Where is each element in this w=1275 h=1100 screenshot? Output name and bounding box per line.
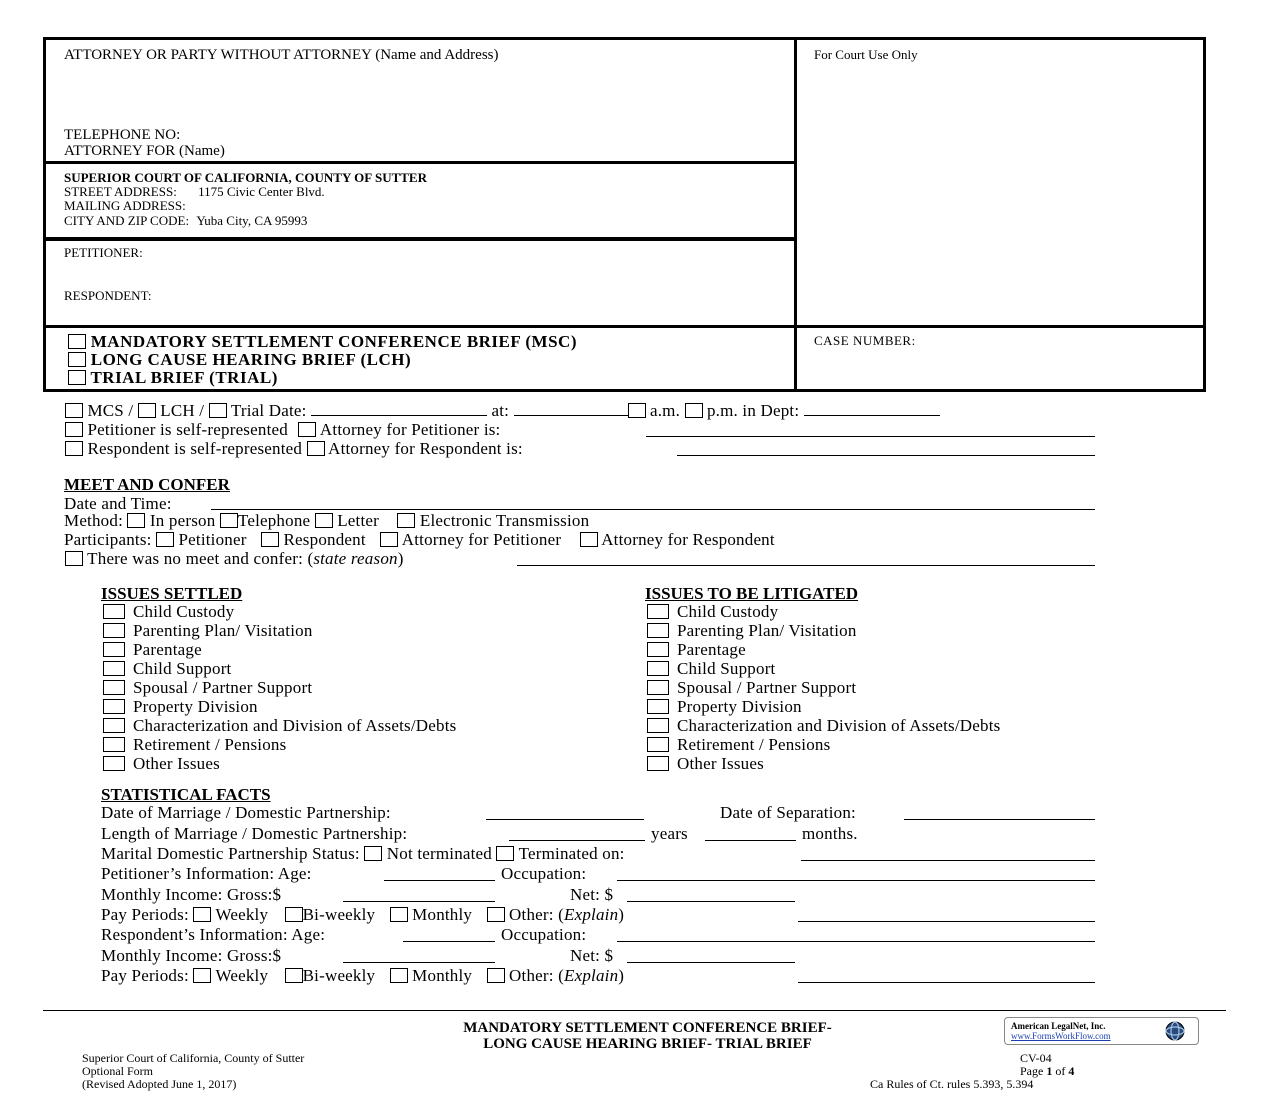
status-label: Marital Domestic Partnership Status: [101,844,360,863]
resp-close-paren: ) [618,966,625,985]
litigated-issue-item[interactable] [647,716,1000,735]
settled-issue-label: Spousal / Partner Support [133,678,313,697]
not-terminated-label: Not terminated [386,844,493,863]
litigated-issue-checkbox[interactable] [647,604,669,619]
no-meet-label: There was no meet and confer: ( [87,549,314,568]
trial-date-label: Trial Date: [230,401,307,420]
parties-box [43,237,797,328]
electronic-label: Electronic Transmission [419,511,590,530]
state-reason-label: state reason [313,549,398,568]
litigated-issue-checkbox[interactable] [647,737,669,752]
part-petitioner-label: Petitioner [178,530,247,549]
page-total: 4 [1068,1064,1075,1078]
settled-issue-checkbox[interactable] [103,756,125,771]
pet-net-field[interactable] [627,901,795,902]
settled-issue-checkbox[interactable] [103,699,125,714]
in-person-checkbox[interactable] [127,513,145,528]
page-of: of [1055,1064,1066,1078]
length-months-field[interactable] [705,840,796,841]
pet-weekly-label: Weekly [215,905,269,924]
part-atty-pet-label: Attorney for Petitioner [401,530,562,549]
telephone-method-label: Telephone [237,511,311,530]
respondent-rep-line [65,439,523,458]
settled-issue-checkbox[interactable] [103,661,125,676]
litigated-issue-checkbox[interactable] [647,756,669,771]
footer-revised: (Revised Adopted June 1, 2017) [82,1077,237,1091]
pet-gross-label: Monthly Income: Gross:$ [101,885,282,904]
attorney-box [43,37,797,164]
part-respondent-label: Respondent [283,530,366,549]
brief-msc-label: MANDATORY SETTLEMENT CONFERENCE BRIEF (MSC) [90,332,577,351]
pet-other-checkbox[interactable] [487,907,505,922]
atty-resp-field[interactable] [677,455,1095,456]
participants-line [64,530,775,549]
litigated-issue-checkbox[interactable] [647,718,669,733]
pet-pay-label: Pay Periods: [101,905,189,924]
pet-pay-line [101,905,624,924]
lch-label: LCH / [160,401,205,420]
court-use-label: For Court Use Only [814,47,918,62]
am-checkbox[interactable] [628,403,646,418]
settled-issue-item[interactable] [103,659,231,678]
settled-issue-label: Child Custody [133,602,235,621]
pet-close-paren: ) [618,905,625,924]
settled-issue-item[interactable] [103,735,286,754]
brief-trial-checkbox[interactable] [68,370,86,385]
date-marriage-field[interactable] [486,819,644,820]
telephone-label: TELEPHONE NO: [64,127,181,143]
settled-issue-checkbox[interactable] [103,718,125,733]
terminated-checkbox[interactable] [496,846,514,861]
litigated-issue-label: Child Support [677,659,776,678]
petitioner-label: PETITIONER: [64,245,143,260]
statistical-facts-title: STATISTICAL FACTS [101,785,271,804]
trial-checkbox[interactable] [209,403,227,418]
litigated-issue-checkbox[interactable] [647,642,669,657]
in-person-label: In person [149,511,216,530]
mcs-label: MCS / [87,401,134,420]
pet-self-label: Petitioner is self-represented [87,420,288,439]
resp-biweekly-label: Bi-weekly [302,966,376,985]
city-label: CITY AND ZIP CODE: [64,213,190,228]
resp-other-label: Other: ( [509,966,564,985]
mcs-checkbox[interactable] [65,403,83,418]
pet-biweekly-checkbox[interactable] [285,907,303,922]
brief-lch-label: LONG CAUSE HEARING BRIEF (LCH) [90,350,412,369]
pet-weekly-checkbox[interactable] [193,907,211,922]
brief-msc-checkbox[interactable] [68,334,86,349]
litigated-issue-checkbox[interactable] [647,661,669,676]
form-code: CV-04 [1020,1051,1052,1065]
method-label: Method: [64,511,124,530]
at-label: at: [491,401,510,420]
electronic-checkbox[interactable] [397,513,415,528]
terminated-on-field[interactable] [801,860,1095,861]
settled-issue-item[interactable] [103,640,202,659]
meet-confer-title: MEET AND CONFER [64,475,230,494]
settled-issue-item[interactable] [103,716,456,735]
attorney-label: ATTORNEY OR PARTY WITHOUT ATTORNEY (Name and Address) [64,47,499,63]
settled-issue-item[interactable] [103,697,258,716]
page-label: Page [1020,1064,1044,1078]
settled-issue-item[interactable] [103,678,312,697]
litigated-issue-item[interactable] [647,621,857,640]
pet-monthly-checkbox[interactable] [390,907,408,922]
participants-label: Participants: [64,530,152,549]
court-use-box [794,37,1206,328]
footer-divider [43,1010,1226,1011]
brand-url[interactable]: www.FormsWorkFlow.com [1011,1031,1111,1041]
no-meet-line [65,549,404,568]
litigated-issue-label: Parentage [677,640,746,659]
litigated-issue-label: Spousal / Partner Support [677,678,857,697]
litigated-issue-item[interactable] [647,697,802,716]
date-marriage-label: Date of Marriage / Domestic Partnership: [101,803,391,822]
globe-icon [1163,1020,1187,1042]
atty-pet-label: Attorney for Petitioner is: [319,420,501,439]
resp-age-field[interactable] [403,941,495,942]
close-paren: ) [397,549,404,568]
dept-field[interactable] [804,401,940,416]
brief-lch-checkbox[interactable] [68,352,86,367]
street-label: STREET ADDRESS: [64,184,177,199]
am-label: a.m. [649,401,681,420]
resp-age-label: Respondent’s Information: Age: [101,925,326,944]
brief-msc[interactable] [68,333,577,351]
pet-self-checkbox[interactable] [65,422,83,437]
pet-other-label: Other: ( [509,905,564,924]
settled-issue-item[interactable] [103,602,234,621]
resp-monthly-checkbox[interactable] [390,968,408,983]
part-atty-pet-checkbox[interactable] [380,532,398,547]
court-name: SUPERIOR COURT OF CALIFORNIA, COUNTY OF SUTTER [64,170,427,185]
litigated-issue-label: Parenting Plan/ Visitation [677,621,857,640]
atty-resp-checkbox[interactable] [307,441,325,456]
dept-label: p.m. in Dept: [706,401,800,420]
resp-other-field[interactable] [798,982,1095,983]
attorney-for-label: ATTORNEY FOR (Name) [64,143,225,159]
litigated-issue-label: Property Division [677,697,802,716]
settled-issue-label: Retirement / Pensions [133,735,287,754]
street-value: 1175 Civic Center Blvd. [198,184,325,199]
resp-gross-label: Monthly Income: Gross:$ [101,946,282,965]
letter-label: Letter [337,511,379,530]
resp-weekly-checkbox[interactable] [193,968,211,983]
city-value: Yuba City, CA 95993 [196,213,308,228]
footer-title-line2: LONG CAUSE HEARING BRIEF- TRIAL BRIEF [483,1036,812,1052]
resp-net-label: Net: $ [570,946,614,965]
resp-monthly-label: Monthly [412,966,473,985]
settled-issue-item[interactable] [103,754,220,773]
settled-issue-checkbox[interactable] [103,642,125,657]
footer-rules: Ca Rules of Ct. rules 5.393, 5.394 [870,1077,1034,1091]
pet-gross-field[interactable] [343,901,495,902]
litigated-issue-checkbox[interactable] [647,699,669,714]
length-years-field[interactable] [509,840,645,841]
brief-type-box [43,325,797,392]
telephone-checkbox[interactable] [220,513,238,528]
page-current: 1 [1046,1064,1053,1078]
resp-self-checkbox[interactable] [65,441,83,456]
case-number-box [794,325,1206,392]
settled-issue-label: Parenting Plan/ Visitation [133,621,313,640]
issues-settled-title: ISSUES SETTLED [101,584,243,603]
litigated-issue-label: Characterization and Division of Assets/Debts [677,716,1001,735]
date-time-field[interactable] [211,509,1095,510]
atty-pet-field[interactable] [646,436,1095,437]
resp-biweekly-checkbox[interactable] [285,968,303,983]
part-petitioner-checkbox[interactable] [156,532,174,547]
years-label: years [651,824,688,843]
litigated-issue-item[interactable] [647,659,775,678]
settled-issue-label: Parentage [133,640,202,659]
not-terminated-checkbox[interactable] [364,846,382,861]
resp-occupation-field[interactable] [617,941,1095,942]
litigated-issue-checkbox[interactable] [647,680,669,695]
settled-issue-label: Characterization and Division of Assets/Debts [133,716,457,735]
status-line [101,844,625,863]
settled-issue-item[interactable] [103,621,313,640]
mailing-label: MAILING ADDRESS: [64,198,186,213]
brief-trial-label: TRIAL BRIEF (TRIAL) [90,368,278,387]
settled-issue-checkbox[interactable] [103,623,125,638]
litigated-issue-item[interactable] [647,735,830,754]
lch-checkbox[interactable] [138,403,156,418]
litigated-issue-item[interactable] [647,754,764,773]
atty-pet-checkbox[interactable] [298,422,316,437]
resp-weekly-label: Weekly [215,966,269,985]
part-atty-resp-checkbox[interactable] [580,532,598,547]
pet-age-field[interactable] [384,880,495,881]
pet-biweekly-label: Bi-weekly [302,905,376,924]
time-field[interactable] [514,401,628,416]
litigated-issue-label: Child Custody [677,602,779,621]
litigated-issue-item[interactable] [647,678,856,697]
footer-title [300,1020,995,1052]
date-separation-label: Date of Separation: [720,803,856,822]
settled-issue-label: Other Issues [133,754,220,773]
method-line [64,511,589,530]
length-label: Length of Marriage / Domestic Partnership: [101,824,408,843]
settled-issue-checkbox[interactable] [103,737,125,752]
pet-net-label: Net: $ [570,885,614,904]
footer-court: Superior Court of California, County of Sutter [82,1051,305,1065]
footer-left [82,1052,304,1091]
brief-lch[interactable] [68,351,411,369]
pet-monthly-label: Monthly [412,905,473,924]
settled-issue-label: Property Division [133,697,258,716]
resp-self-label: Respondent is self-represented [87,439,303,458]
atty-resp-label: Attorney for Respondent is: [328,439,523,458]
brief-trial[interactable] [68,369,278,387]
settled-issue-label: Child Support [133,659,232,678]
resp-pay-line [101,966,624,985]
petitioner-rep-line [65,420,501,439]
no-meet-checkbox[interactable] [65,551,83,566]
hearing-line [65,401,940,420]
resp-occupation-label: Occupation: [501,925,587,944]
date-separation-field[interactable] [904,819,1095,820]
brand-name: American LegalNet, Inc. [1011,1021,1106,1031]
litigated-issue-label: Other Issues [677,754,764,773]
case-number-label: CASE NUMBER: [814,333,916,348]
litigated-issue-item[interactable] [647,640,746,659]
resp-other-checkbox[interactable] [487,968,505,983]
months-label: months. [802,824,858,843]
footer-optional: Optional Form [82,1064,153,1078]
resp-net-field[interactable] [627,962,795,963]
litigated-issue-item[interactable] [647,602,778,621]
trial-date-field[interactable] [311,401,487,416]
brand-logo [1004,1017,1199,1045]
letter-checkbox[interactable] [315,513,333,528]
no-meet-reason-field[interactable] [517,565,1095,566]
part-atty-resp-label: Attorney for Respondent [601,530,775,549]
pet-other-field[interactable] [798,921,1095,922]
footer-title-line1: MANDATORY SETTLEMENT CONFERENCE BRIEF- [463,1020,832,1036]
part-respondent-checkbox[interactable] [261,532,279,547]
terminated-on-label: Terminated on: [518,844,625,863]
litigated-issue-label: Retirement / Pensions [677,735,831,754]
pet-occupation-label: Occupation: [501,864,587,883]
court-box [43,161,797,241]
pet-age-label: Petitioner’s Information: Age: [101,864,312,883]
pm-checkbox[interactable] [685,403,703,418]
litigated-issue-checkbox[interactable] [647,623,669,638]
pet-explain-label: Explain [564,905,619,924]
respondent-label: RESPONDENT: [64,288,152,303]
pet-occupation-field[interactable] [617,880,1095,881]
date-time-label: Date and Time: [64,494,172,513]
resp-explain-label: Explain [564,966,619,985]
issues-litigated-title: ISSUES TO BE LITIGATED [645,584,859,603]
resp-gross-field[interactable] [343,962,495,963]
resp-pay-label: Pay Periods: [101,966,189,985]
settled-issue-checkbox[interactable] [103,680,125,695]
settled-issue-checkbox[interactable] [103,604,125,619]
